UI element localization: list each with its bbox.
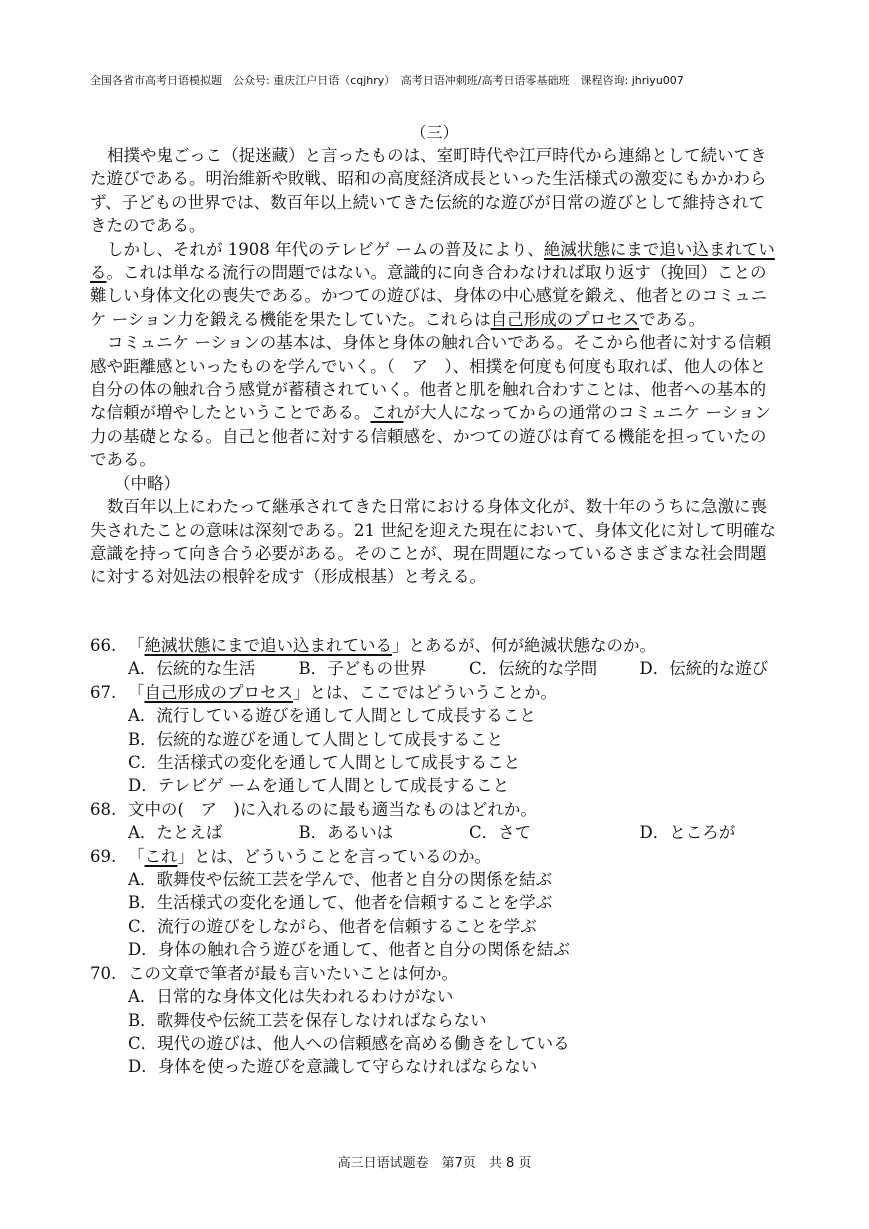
option-a: A．日常的な身体文化は失われるわけがない bbox=[128, 987, 454, 1007]
question-67 bbox=[90, 681, 810, 798]
question-list bbox=[90, 634, 810, 1079]
question-number: 67. bbox=[90, 682, 117, 702]
question-stem bbox=[90, 845, 810, 868]
question-stem bbox=[90, 634, 810, 657]
question-stem bbox=[90, 962, 810, 985]
option-list bbox=[90, 704, 810, 798]
question-68 bbox=[90, 798, 810, 845]
quoted-phrase: 絶滅状態にまで追い込まれている bbox=[144, 636, 392, 655]
question-70 bbox=[90, 962, 810, 1079]
question-text: 」とは、どういうことを言っているのか。 bbox=[177, 846, 491, 866]
underlined-phrase-self-formation: 自己形成のプロセス bbox=[490, 309, 640, 329]
option-c: C．流行の遊びをしながら、他者を信頼することを学ぶ bbox=[128, 916, 537, 936]
quote-open: 「 bbox=[128, 846, 145, 866]
question-number: 70. bbox=[90, 963, 117, 983]
underlined-phrase-extinction: 絶滅状態にまで追い込まれている bbox=[90, 239, 775, 283]
option-b: B．歌舞伎や伝統工芸を保存しなければならない bbox=[128, 1010, 487, 1030]
reading-passage bbox=[90, 144, 780, 589]
option-d: D．ところが bbox=[639, 823, 736, 843]
page-footer: 高三日语试题卷 第7页 共 8 页 bbox=[337, 1156, 532, 1171]
option-row bbox=[90, 821, 810, 844]
section-title: （三） bbox=[410, 123, 459, 142]
option-list bbox=[90, 985, 810, 1079]
option-d: D．身体の触れ合う遊びを通して、他者と自分の関係を結ぶ bbox=[128, 940, 570, 960]
option-c: C．伝統的な学問 bbox=[469, 659, 598, 679]
option-b: B．子どもの世界 bbox=[298, 659, 427, 679]
option-d: D．伝統的な遊び bbox=[639, 659, 769, 679]
question-text: この文章で筆者が最も言いたいことは何か。 bbox=[128, 963, 458, 983]
paragraph-3-text-b: が大人になってからの通常のコミュニケ ーション力の基礎となる。自己と他者に対する信頼感を、かつての遊びは育てる機能を担っていたのである。 bbox=[90, 403, 771, 470]
option-a: A．伝統的な生活 bbox=[128, 659, 256, 679]
paragraph-3-text-a: コミュニケ ーションの基本は、身体と身体の触れ合いである。そこから他者に対する信頼感や距離感といったものを学んでいく。（ ア ）、相撲を何度も何度も取れば、他人の体と自分の体の触れ合う感覚が蓄積されていく。他者と肌を触れ合わすことは、他者への基本的な信頼が増やしたということである。 bbox=[90, 333, 772, 423]
question-number: 69. bbox=[90, 846, 117, 866]
question-text: 文中の( ア )に入れるのに最も適当なものはどれか。 bbox=[128, 799, 537, 819]
question-number: 68. bbox=[90, 799, 117, 819]
option-d: D．身体を使った遊びを意識して守らなければならない bbox=[128, 1057, 538, 1077]
underlined-word-kore: これ bbox=[370, 403, 404, 423]
option-b: B．伝統的な遊びを通して人間として成長すること bbox=[128, 729, 504, 749]
option-a: A．歌舞伎や伝統工芸を学んで、他者と自分の関係を結ぶ bbox=[128, 870, 553, 890]
question-stem bbox=[90, 798, 810, 821]
option-row bbox=[90, 657, 810, 680]
quote-open: 「 bbox=[128, 682, 145, 702]
page-header: 全国各省市高考日语模拟题 公众号: 重庆江户日语（cqjhry） 高考日语冲刺班/高考日语零基础班 课程咨询: jhriyu007 bbox=[90, 74, 684, 87]
question-69 bbox=[90, 845, 810, 962]
question-66 bbox=[90, 634, 810, 681]
option-c: C．さて bbox=[469, 823, 532, 843]
option-list bbox=[90, 868, 810, 962]
paragraph-2-text-c: である。 bbox=[639, 309, 706, 329]
option-a: A．流行している遊びを通して人間として成長すること bbox=[128, 706, 536, 726]
paragraph-4: 数百年以上にわたって継承されてきた日常における身体文化が、数十年のうちに急激に喪失されたことの意味は深刻である。21 世紀を迎えた現在において、身体文化に対して明確な意識を持って向き合う必要がある。そのことが、現在問題になっているさまざまな社会問題に対する対処法の根幹を成す（形成根基）と考える。 bbox=[90, 497, 776, 587]
option-c: C．現代の遊びは、他人への信頼感を高める働きをしている bbox=[128, 1033, 570, 1053]
question-number: 66. bbox=[90, 636, 117, 655]
paragraph-2-text-b: 。これは単なる流行の問題ではない。意識的に向き合わなければ取り返す（挽回）ことの難しい身体文化の喪失である。かつての遊びは、身体の中心感覚を鍛え、他者とのコミュニケ ーション力を鍛える機能を果たしていた。これらは bbox=[90, 263, 768, 329]
omission-mark: （中略） bbox=[114, 473, 180, 493]
question-text: 」とあるが、何が絶滅状態なのか。 bbox=[392, 636, 656, 655]
paragraph-2 bbox=[90, 238, 780, 332]
option-a: A．たとえば bbox=[128, 823, 223, 843]
option-b: B．生活様式の変化を通して、他者を信頼することを学ぶ bbox=[128, 893, 553, 913]
quote-open: 「 bbox=[128, 636, 145, 655]
quoted-phrase: 自己形成のプロセス bbox=[144, 682, 293, 702]
question-text: 」とは、ここではどういうことか。 bbox=[293, 682, 557, 702]
option-d: D．テレビゲ ームを通して人間として成長すること bbox=[128, 776, 510, 796]
question-stem bbox=[90, 681, 810, 704]
quoted-phrase: これ bbox=[144, 846, 178, 866]
option-c: C．生活様式の変化を通して人間として成長すること bbox=[128, 753, 521, 773]
paragraph-2-text-a: しかし、それが 1908 年代のテレビゲ ームの普及により、 bbox=[107, 239, 544, 259]
paragraph-1: 相撲や鬼ごっこ（捉迷藏）と言ったものは、室町時代や江戸時代から連綿として続いてきた遊びである。明治維新や敗戦、昭和の高度経済成長といった生活様式の激変にもかかわらず、子どもの世界では、数百年以上続いてきた伝統的な遊びが日常の遊びとして維持されてきたのである。 bbox=[90, 146, 767, 236]
paragraph-3 bbox=[90, 331, 780, 471]
option-b: B．あるいは bbox=[298, 823, 394, 843]
